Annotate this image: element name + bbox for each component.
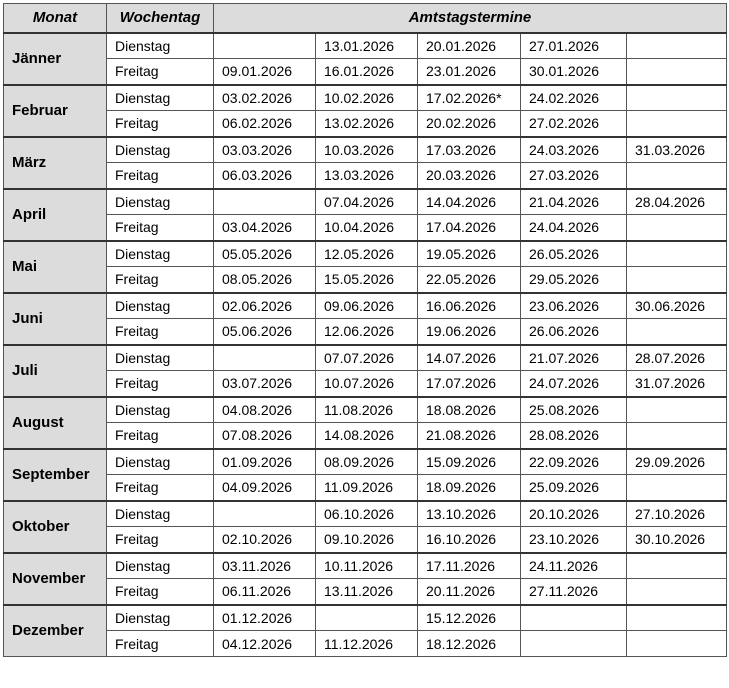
date-cell: 10.04.2026 (316, 215, 418, 241)
weekday-cell: Dienstag (107, 501, 214, 527)
table-row (4, 371, 727, 397)
table-row (4, 501, 727, 527)
date-cell: 15.12.2026 (418, 605, 521, 631)
table-row (4, 267, 727, 293)
date-cell: 10.03.2026 (316, 137, 418, 163)
date-cell: 18.12.2026 (418, 631, 521, 657)
date-cell: 05.05.2026 (214, 241, 316, 267)
date-cell: 01.09.2026 (214, 449, 316, 475)
date-cell: 03.04.2026 (214, 215, 316, 241)
date-cell: 06.11.2026 (214, 579, 316, 605)
weekday-cell: Dienstag (107, 397, 214, 423)
weekday-cell: Freitag (107, 215, 214, 241)
date-cell: 03.07.2026 (214, 371, 316, 397)
header-amtstagstermine: Amtstagstermine (214, 4, 727, 33)
date-cell (627, 163, 727, 189)
date-cell: 09.01.2026 (214, 59, 316, 85)
weekday-cell: Dienstag (107, 241, 214, 267)
month-cell: Oktober (4, 501, 107, 553)
weekday-cell: Freitag (107, 579, 214, 605)
weekday-cell: Freitag (107, 319, 214, 345)
date-cell: 16.01.2026 (316, 59, 418, 85)
table-row (4, 319, 727, 345)
date-cell: 28.08.2026 (521, 423, 627, 449)
date-cell: 29.05.2026 (521, 267, 627, 293)
date-cell: 13.11.2026 (316, 579, 418, 605)
weekday-cell: Freitag (107, 267, 214, 293)
date-cell (627, 605, 727, 631)
weekday-cell: Dienstag (107, 553, 214, 579)
month-cell: Dezember (4, 605, 107, 657)
date-cell: 06.03.2026 (214, 163, 316, 189)
date-cell: 20.03.2026 (418, 163, 521, 189)
date-cell: 14.04.2026 (418, 189, 521, 215)
date-cell: 07.08.2026 (214, 423, 316, 449)
date-cell: 09.10.2026 (316, 527, 418, 553)
weekday-cell: Freitag (107, 631, 214, 657)
date-cell: 27.03.2026 (521, 163, 627, 189)
table-row (4, 241, 727, 267)
date-cell: 22.09.2026 (521, 449, 627, 475)
date-cell: 06.02.2026 (214, 111, 316, 137)
date-cell (627, 475, 727, 501)
month-cell: April (4, 189, 107, 241)
date-cell: 26.05.2026 (521, 241, 627, 267)
date-cell: 17.04.2026 (418, 215, 521, 241)
table-row (4, 397, 727, 423)
date-cell: 23.01.2026 (418, 59, 521, 85)
date-cell: 17.11.2026 (418, 553, 521, 579)
date-cell: 19.06.2026 (418, 319, 521, 345)
weekday-cell: Dienstag (107, 85, 214, 111)
date-cell: 10.11.2026 (316, 553, 418, 579)
date-cell: 31.07.2026 (627, 371, 727, 397)
date-cell: 10.07.2026 (316, 371, 418, 397)
date-cell: 11.12.2026 (316, 631, 418, 657)
date-cell: 13.03.2026 (316, 163, 418, 189)
date-cell: 05.06.2026 (214, 319, 316, 345)
date-cell: 22.05.2026 (418, 267, 521, 293)
date-cell: 21.07.2026 (521, 345, 627, 371)
date-cell: 24.07.2026 (521, 371, 627, 397)
date-cell: 26.06.2026 (521, 319, 627, 345)
date-cell: 17.02.2026* (418, 85, 521, 111)
schedule-body (4, 33, 727, 657)
header-wochentag: Wochentag (107, 4, 214, 33)
date-cell: 27.02.2026 (521, 111, 627, 137)
date-cell (627, 579, 727, 605)
date-cell: 17.03.2026 (418, 137, 521, 163)
date-cell (214, 345, 316, 371)
weekday-cell: Dienstag (107, 449, 214, 475)
table-row (4, 59, 727, 85)
date-cell: 31.03.2026 (627, 137, 727, 163)
date-cell: 23.10.2026 (521, 527, 627, 553)
date-cell (627, 423, 727, 449)
table-row (4, 423, 727, 449)
date-cell: 02.06.2026 (214, 293, 316, 319)
date-cell: 03.03.2026 (214, 137, 316, 163)
date-cell: 13.10.2026 (418, 501, 521, 527)
month-cell: Februar (4, 85, 107, 137)
date-cell: 20.01.2026 (418, 33, 521, 59)
table-row (4, 293, 727, 319)
date-cell: 28.04.2026 (627, 189, 727, 215)
date-cell: 17.07.2026 (418, 371, 521, 397)
date-cell (214, 501, 316, 527)
date-cell: 30.06.2026 (627, 293, 727, 319)
weekday-cell: Dienstag (107, 293, 214, 319)
date-cell (627, 215, 727, 241)
date-cell: 16.06.2026 (418, 293, 521, 319)
table-row (4, 579, 727, 605)
date-cell: 10.02.2026 (316, 85, 418, 111)
date-cell: 28.07.2026 (627, 345, 727, 371)
date-cell (316, 605, 418, 631)
date-cell: 23.06.2026 (521, 293, 627, 319)
weekday-cell: Dienstag (107, 33, 214, 59)
date-cell: 18.09.2026 (418, 475, 521, 501)
month-cell: März (4, 137, 107, 189)
month-cell: August (4, 397, 107, 449)
date-cell: 14.07.2026 (418, 345, 521, 371)
date-cell: 04.12.2026 (214, 631, 316, 657)
table-row (4, 163, 727, 189)
date-cell: 14.08.2026 (316, 423, 418, 449)
date-cell: 02.10.2026 (214, 527, 316, 553)
table-row (4, 553, 727, 579)
date-cell: 29.09.2026 (627, 449, 727, 475)
date-cell: 24.11.2026 (521, 553, 627, 579)
month-cell: November (4, 553, 107, 605)
date-cell: 24.03.2026 (521, 137, 627, 163)
date-cell: 20.10.2026 (521, 501, 627, 527)
date-cell: 24.04.2026 (521, 215, 627, 241)
date-cell: 18.08.2026 (418, 397, 521, 423)
table-row (4, 631, 727, 657)
weekday-cell: Dienstag (107, 189, 214, 215)
date-cell (627, 111, 727, 137)
table-row (4, 85, 727, 111)
date-cell (627, 319, 727, 345)
date-cell: 27.10.2026 (627, 501, 727, 527)
table-row (4, 215, 727, 241)
weekday-cell: Freitag (107, 371, 214, 397)
date-cell (627, 267, 727, 293)
date-cell: 11.08.2026 (316, 397, 418, 423)
date-cell: 03.02.2026 (214, 85, 316, 111)
table-row (4, 449, 727, 475)
date-cell: 20.02.2026 (418, 111, 521, 137)
date-cell: 27.01.2026 (521, 33, 627, 59)
date-cell (214, 33, 316, 59)
weekday-cell: Freitag (107, 423, 214, 449)
table-row (4, 605, 727, 631)
date-cell: 13.01.2026 (316, 33, 418, 59)
date-cell: 08.05.2026 (214, 267, 316, 293)
weekday-cell: Dienstag (107, 137, 214, 163)
month-cell: Jänner (4, 33, 107, 85)
month-cell: Mai (4, 241, 107, 293)
date-cell: 16.10.2026 (418, 527, 521, 553)
weekday-cell: Freitag (107, 59, 214, 85)
date-cell: 12.06.2026 (316, 319, 418, 345)
date-cell: 25.08.2026 (521, 397, 627, 423)
table-row (4, 33, 727, 59)
date-cell: 21.08.2026 (418, 423, 521, 449)
weekday-cell: Freitag (107, 111, 214, 137)
weekday-cell: Dienstag (107, 605, 214, 631)
date-cell: 07.07.2026 (316, 345, 418, 371)
date-cell: 15.05.2026 (316, 267, 418, 293)
date-cell (627, 59, 727, 85)
weekday-cell: Dienstag (107, 345, 214, 371)
date-cell: 06.10.2026 (316, 501, 418, 527)
month-cell: Juli (4, 345, 107, 397)
date-cell: 30.01.2026 (521, 59, 627, 85)
date-cell: 01.12.2026 (214, 605, 316, 631)
weekday-cell: Freitag (107, 527, 214, 553)
table-row (4, 137, 727, 163)
header-monat: Monat (4, 4, 107, 33)
date-cell: 25.09.2026 (521, 475, 627, 501)
date-cell: 09.06.2026 (316, 293, 418, 319)
date-cell (627, 241, 727, 267)
table-row (4, 527, 727, 553)
date-cell: 21.04.2026 (521, 189, 627, 215)
month-cell: Juni (4, 293, 107, 345)
date-cell: 03.11.2026 (214, 553, 316, 579)
header-row (4, 4, 727, 33)
date-cell (627, 33, 727, 59)
date-cell: 07.04.2026 (316, 189, 418, 215)
table-row (4, 345, 727, 371)
schedule-table (3, 3, 727, 657)
date-cell: 20.11.2026 (418, 579, 521, 605)
date-cell: 27.11.2026 (521, 579, 627, 605)
date-cell: 15.09.2026 (418, 449, 521, 475)
table-row (4, 189, 727, 215)
date-cell (521, 631, 627, 657)
date-cell: 08.09.2026 (316, 449, 418, 475)
date-cell (627, 85, 727, 111)
weekday-cell: Freitag (107, 163, 214, 189)
date-cell: 19.05.2026 (418, 241, 521, 267)
date-cell: 12.05.2026 (316, 241, 418, 267)
table-row (4, 475, 727, 501)
weekday-cell: Freitag (107, 475, 214, 501)
month-cell: September (4, 449, 107, 501)
date-cell: 13.02.2026 (316, 111, 418, 137)
date-cell (214, 189, 316, 215)
date-cell (627, 553, 727, 579)
date-cell (521, 605, 627, 631)
date-cell: 11.09.2026 (316, 475, 418, 501)
date-cell (627, 631, 727, 657)
date-cell: 04.08.2026 (214, 397, 316, 423)
table-row (4, 111, 727, 137)
date-cell: 04.09.2026 (214, 475, 316, 501)
date-cell: 30.10.2026 (627, 527, 727, 553)
date-cell (627, 397, 727, 423)
date-cell: 24.02.2026 (521, 85, 627, 111)
